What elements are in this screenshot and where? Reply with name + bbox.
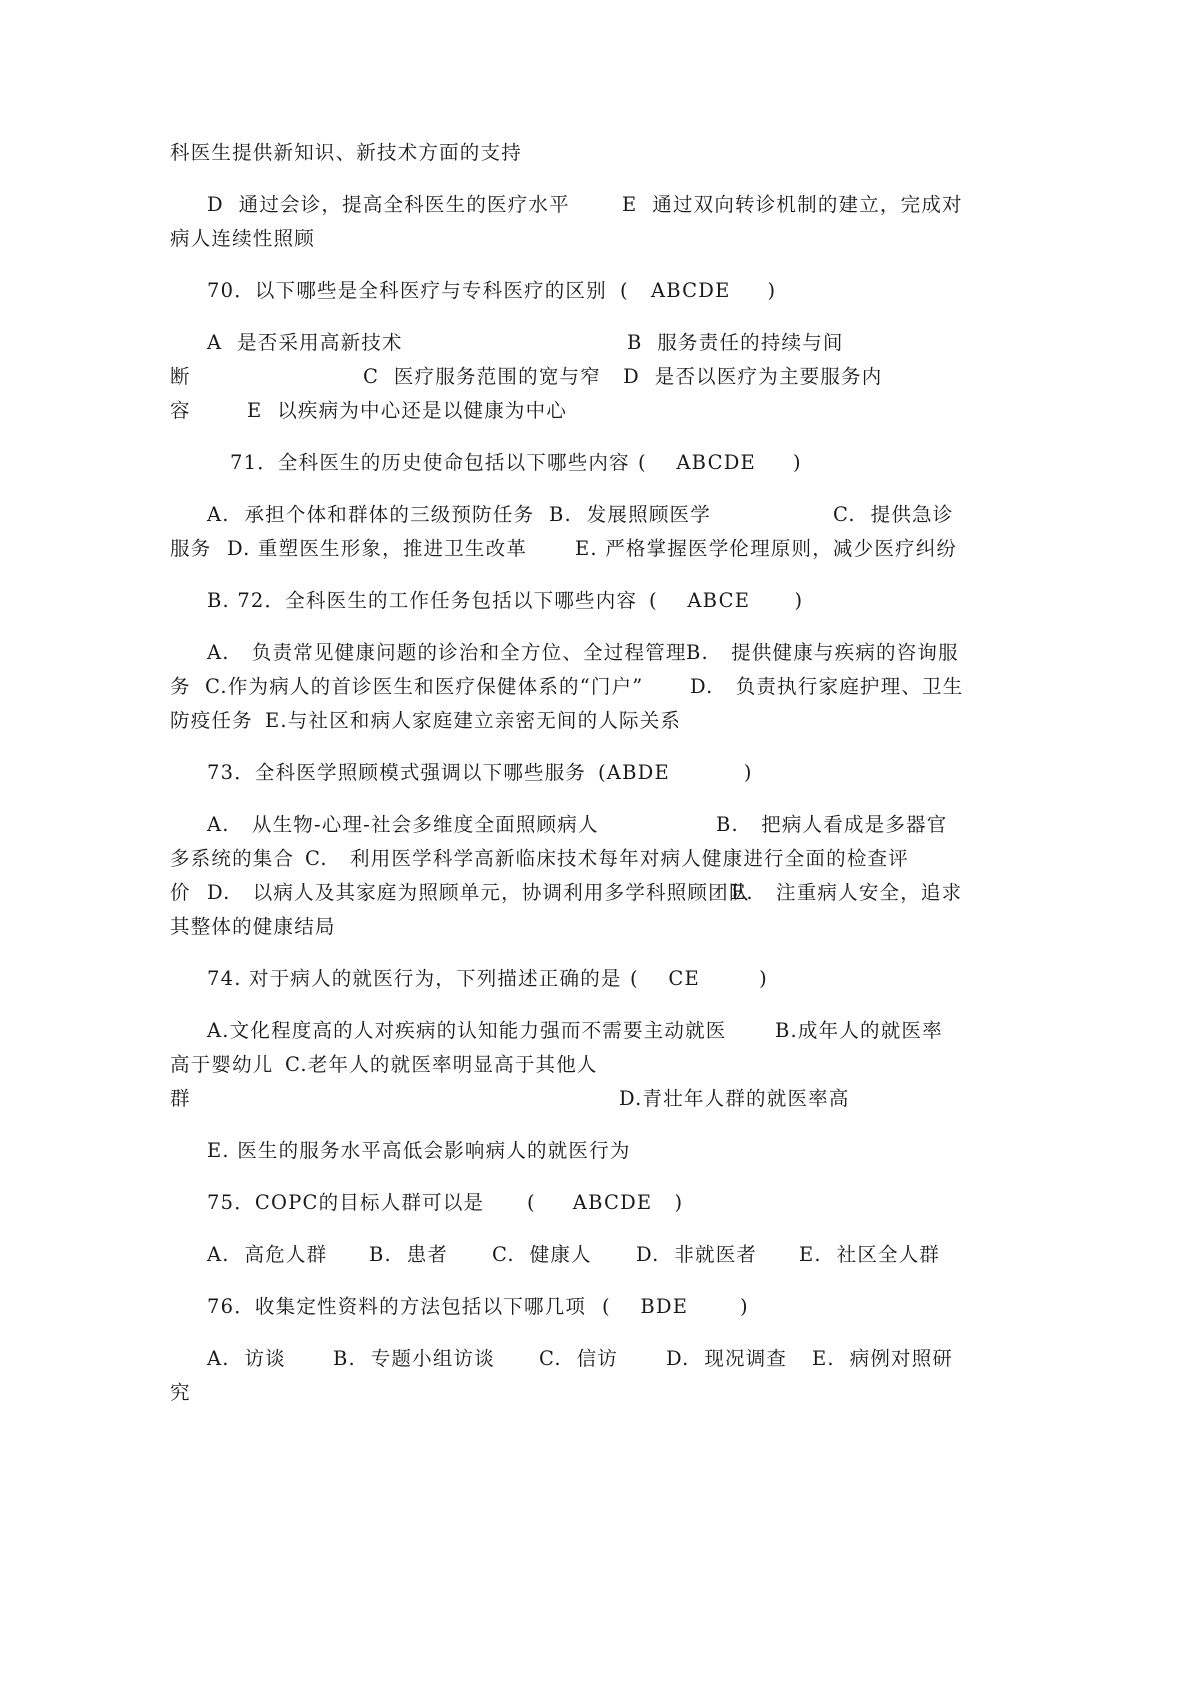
option-d: D. 以病人及其家庭为照顾单元，协调利用多学科照顾团队 (207, 881, 750, 904)
option-a: A 是否采用高新技术 (207, 331, 403, 354)
option-b: B 服务责任的持续与间 (627, 331, 844, 354)
text-line: 究 (170, 1381, 191, 1404)
option-c-d: C 医疗服务范围的宽与窄 D 是否以医疗为主要服务内 (363, 365, 883, 388)
text-line: 高于婴幼儿 (170, 1053, 274, 1076)
question-72: B. 72．全科医生的工作任务包括以下哪些内容 (207, 589, 638, 612)
text-line: 病人连续性照顾 (170, 227, 315, 250)
text-line: 多系统的集合 (170, 847, 295, 870)
option-c: C.老年人的就医率明显高于其他人 (285, 1053, 598, 1076)
text-line: 其整体的健康结局 (170, 915, 336, 938)
option-d: D. 现况调查 (666, 1347, 788, 1370)
question-73: 73．全科医学照顾模式强调以下哪些服务 (207, 761, 587, 784)
text-line: 容 (170, 399, 191, 422)
option-c: C. 提供急诊 (833, 503, 954, 526)
option-a: A. 高危人群 (207, 1243, 328, 1266)
option-d: D. 负责执行家庭护理、卫生 (690, 675, 964, 698)
text-line: 价 (170, 881, 191, 904)
option-a: A. 访谈 (207, 1347, 286, 1370)
option-b: B. 专题小组访谈 (333, 1347, 495, 1370)
option-b: B. 提供健康与疾病的咨询服 (686, 641, 959, 664)
text-line: 断 (170, 365, 191, 388)
option-d: D. 重塑医生形象，推进卫生改革 (227, 537, 528, 560)
option-e: E 以疾病为中心还是以健康为中心 (247, 399, 568, 422)
option-a: A.文化程度高的人对疾病的认知能力强而不需要主动就医 (207, 1019, 727, 1042)
option-e: E. 注重病人安全，追求 (731, 881, 963, 904)
question-76: 76．收集定性资料的方法包括以下哪几项 (207, 1295, 587, 1318)
answer-74: ( CE ) (630, 967, 768, 990)
option-d: D. 非就医者 (636, 1243, 758, 1266)
option-e: E 通过双向转诊机制的建立，完成对 (622, 193, 963, 216)
question-71: 71．全科医生的历史使命包括以下哪些内容 (230, 451, 630, 474)
text-line: 服务 (170, 537, 212, 560)
option-b: B. 把病人看成是多器官 (716, 813, 948, 836)
option-c: C.作为病人的首诊医生和医疗保健体系的“门户” (205, 675, 644, 698)
question-74: 74. 对于病人的就医行为，下列描述正确的是 (207, 967, 622, 990)
text-line: 防疫任务 (170, 709, 253, 732)
option-e: E. 医生的服务水平高低会影响病人的就医行为 (207, 1139, 631, 1162)
text-line: 务 (170, 675, 191, 698)
answer-75: ( ABCDE ) (527, 1191, 684, 1214)
option-c: C. 利用医学科学高新临床技术每年对病人健康进行全面的检查评 (305, 847, 909, 870)
answer-73: (ABDE ) (598, 761, 753, 784)
option-c: C. 信访 (539, 1347, 619, 1370)
option-b: B.成年人的就医率 (775, 1019, 943, 1042)
text-line: 群 (170, 1087, 191, 1110)
answer-76: ( BDE ) (602, 1295, 749, 1318)
option-b: B. 患者 (369, 1243, 449, 1266)
answer-72: ( ABCE ) (649, 589, 804, 612)
option-b: B. 发展照顾医学 (549, 503, 711, 526)
option-e: E. 病例对照研 (812, 1347, 954, 1370)
option-a: A. 承担个体和群体的三级预防任务 (207, 503, 535, 526)
text-line: 科医生提供新知识、新技术方面的支持 (170, 141, 522, 164)
option-d: D 通过会诊，提高全科医生的医疗水平 (207, 193, 570, 216)
option-e: E.与社区和病人家庭建立亲密无间的人际关系 (265, 709, 682, 732)
option-e: E. 严格掌握医学伦理原则，减少医疗纠纷 (575, 537, 958, 560)
option-a: A. 负责常见健康问题的诊治和全方位、全过程管理 (207, 641, 687, 664)
answer-70: ( ABCDE ) (620, 279, 777, 302)
question-70: 70．以下哪些是全科医疗与专科医疗的区别 (207, 279, 607, 302)
option-a: A. 从生物-心理-社会多维度全面照顾病人 (207, 813, 599, 836)
answer-71: ( ABCDE ) (638, 451, 802, 474)
question-75: 75．COPC的目标人群可以是 (207, 1191, 485, 1214)
option-c: C. 健康人 (492, 1243, 592, 1266)
option-d: D.青壮年人群的就医率高 (619, 1087, 850, 1110)
option-e: E. 社区全人群 (799, 1243, 941, 1266)
